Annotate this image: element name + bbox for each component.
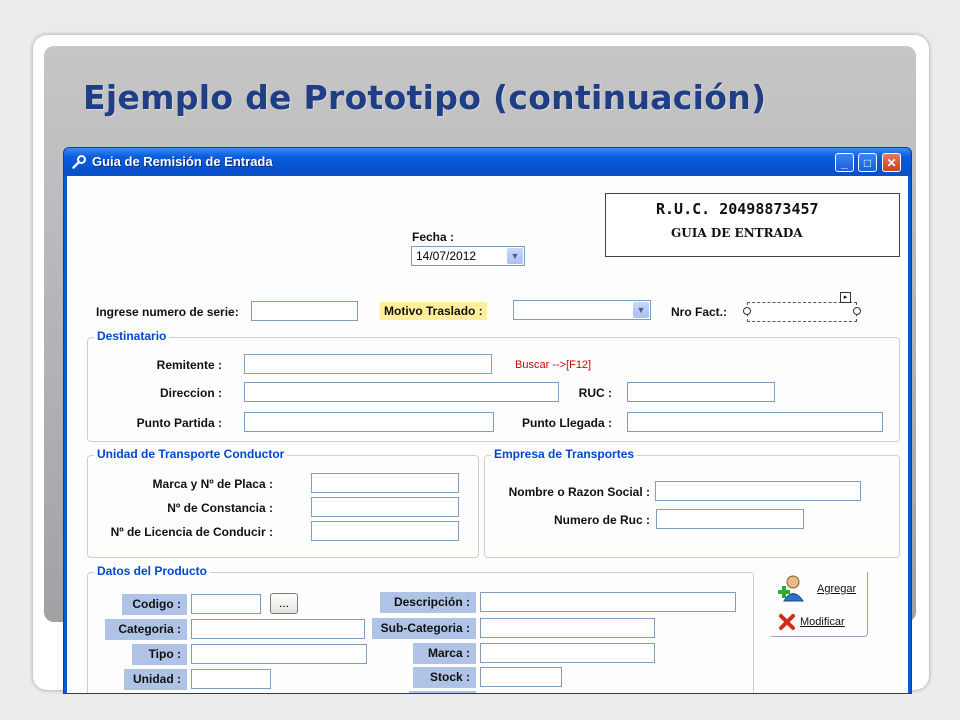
close-button[interactable] — [882, 153, 901, 172]
nombre-razon-input[interactable] — [655, 481, 861, 501]
punto-partida-label: Punto Partida : — [136, 416, 222, 430]
close-icon: ✕ — [886, 156, 897, 170]
serie-input[interactable] — [251, 301, 358, 321]
fecha-label: Fecha : — [412, 230, 455, 244]
add-user-icon — [776, 574, 806, 604]
smart-tag-icon[interactable]: ▸ — [840, 292, 851, 303]
empresa-title: Empresa de Transportes — [491, 447, 637, 461]
resize-handle-right — [853, 307, 861, 315]
marca-label: Marca : — [413, 643, 476, 664]
marca-input[interactable] — [480, 643, 655, 663]
empresa-group — [484, 447, 900, 558]
punto-partida-input[interactable] — [244, 412, 494, 432]
resize-handle-left — [743, 307, 751, 315]
ruc-box — [605, 193, 900, 257]
categoria-input[interactable] — [191, 619, 365, 639]
constancia-label: Nº de Constancia : — [167, 501, 273, 515]
punto-llegada-input[interactable] — [627, 412, 883, 432]
guia-entrada-label: GUIA DE ENTRADA — [671, 226, 803, 240]
producto-title: Datos del Producto — [94, 564, 210, 578]
tipo-label: Tipo : — [132, 644, 187, 665]
remitente-input[interactable] — [244, 354, 492, 374]
punto-llegada-label: Punto Llegada : — [522, 416, 612, 430]
maximize-button[interactable] — [858, 153, 877, 172]
ruc-number: R.U.C. 20498873457 — [656, 200, 819, 218]
marca-placa-input[interactable] — [311, 473, 459, 493]
subcategoria-input[interactable] — [480, 618, 655, 638]
nombre-razon-label: Nombre o Razon Social : — [508, 485, 650, 499]
descripcion-label: Descripción : — [380, 592, 476, 613]
stock-label: Stock : — [413, 667, 476, 688]
serie-label: Ingrese numero de serie: — [96, 305, 239, 319]
fecha-value: 14/07/2012 — [416, 249, 477, 263]
nro-fact-label: Nro Fact.: — [671, 305, 728, 319]
minimize-icon: _ — [841, 156, 848, 170]
motivo-select[interactable] — [513, 300, 651, 320]
codigo-input[interactable] — [191, 594, 261, 614]
minimize-button[interactable] — [835, 153, 854, 172]
categoria-label: Categoria : — [105, 619, 187, 640]
direccion-input[interactable] — [244, 382, 559, 402]
tipo-input[interactable] — [191, 644, 367, 664]
marca-placa-label: Marca y Nº de Placa : — [152, 477, 273, 491]
form-client-area — [67, 176, 908, 693]
licencia-label: Nº de Licencia de Conducir : — [110, 525, 273, 539]
ruc-input[interactable] — [627, 382, 775, 402]
modificar-label: Modificar — [800, 616, 845, 628]
subcategoria-label: Sub-Categoria : — [372, 618, 476, 639]
maximize-icon: □ — [863, 156, 872, 170]
chevron-down-icon[interactable]: ▼ — [633, 302, 649, 318]
window-titlebar[interactable] — [64, 148, 911, 176]
destinatario-title: Destinatario — [94, 329, 169, 343]
agregar-label: Agregar — [817, 583, 857, 595]
modificar-button[interactable] — [774, 611, 864, 633]
slide-title: Ejemplo de Prototipo (continuación) — [83, 78, 767, 117]
direccion-label: Direccion : — [159, 386, 222, 400]
nro-fact-input[interactable] — [747, 302, 857, 322]
wrench-icon — [72, 155, 86, 169]
red-x-icon — [778, 613, 796, 631]
unidad-label: Unidad : — [124, 669, 187, 690]
motivo-label: Motivo Traslado : — [380, 302, 487, 320]
ruc-label: RUC : — [578, 386, 612, 400]
numero-ruc-input[interactable] — [656, 509, 804, 529]
licencia-input[interactable] — [311, 521, 459, 541]
extra-label-partial — [409, 691, 476, 694]
descripcion-input[interactable] — [480, 592, 736, 612]
unidad-input[interactable] — [191, 669, 271, 689]
remitente-label: Remitente : — [156, 358, 222, 372]
agregar-button[interactable] — [774, 574, 864, 602]
stock-input[interactable] — [480, 667, 562, 687]
transporte-title: Unidad de Transporte Conductor — [94, 447, 287, 461]
numero-ruc-label: Numero de Ruc : — [553, 513, 650, 527]
app-window — [63, 147, 912, 694]
buscar-hint: Buscar -->[F12] — [515, 359, 592, 371]
codigo-browse-button[interactable]: ... — [270, 593, 298, 614]
constancia-input[interactable] — [311, 497, 459, 517]
window-title: Guia de Remisión de Entrada — [92, 154, 273, 169]
fecha-picker[interactable] — [411, 246, 525, 266]
chevron-down-icon[interactable]: ▼ — [507, 248, 523, 264]
codigo-label: Codigo : — [122, 594, 187, 615]
